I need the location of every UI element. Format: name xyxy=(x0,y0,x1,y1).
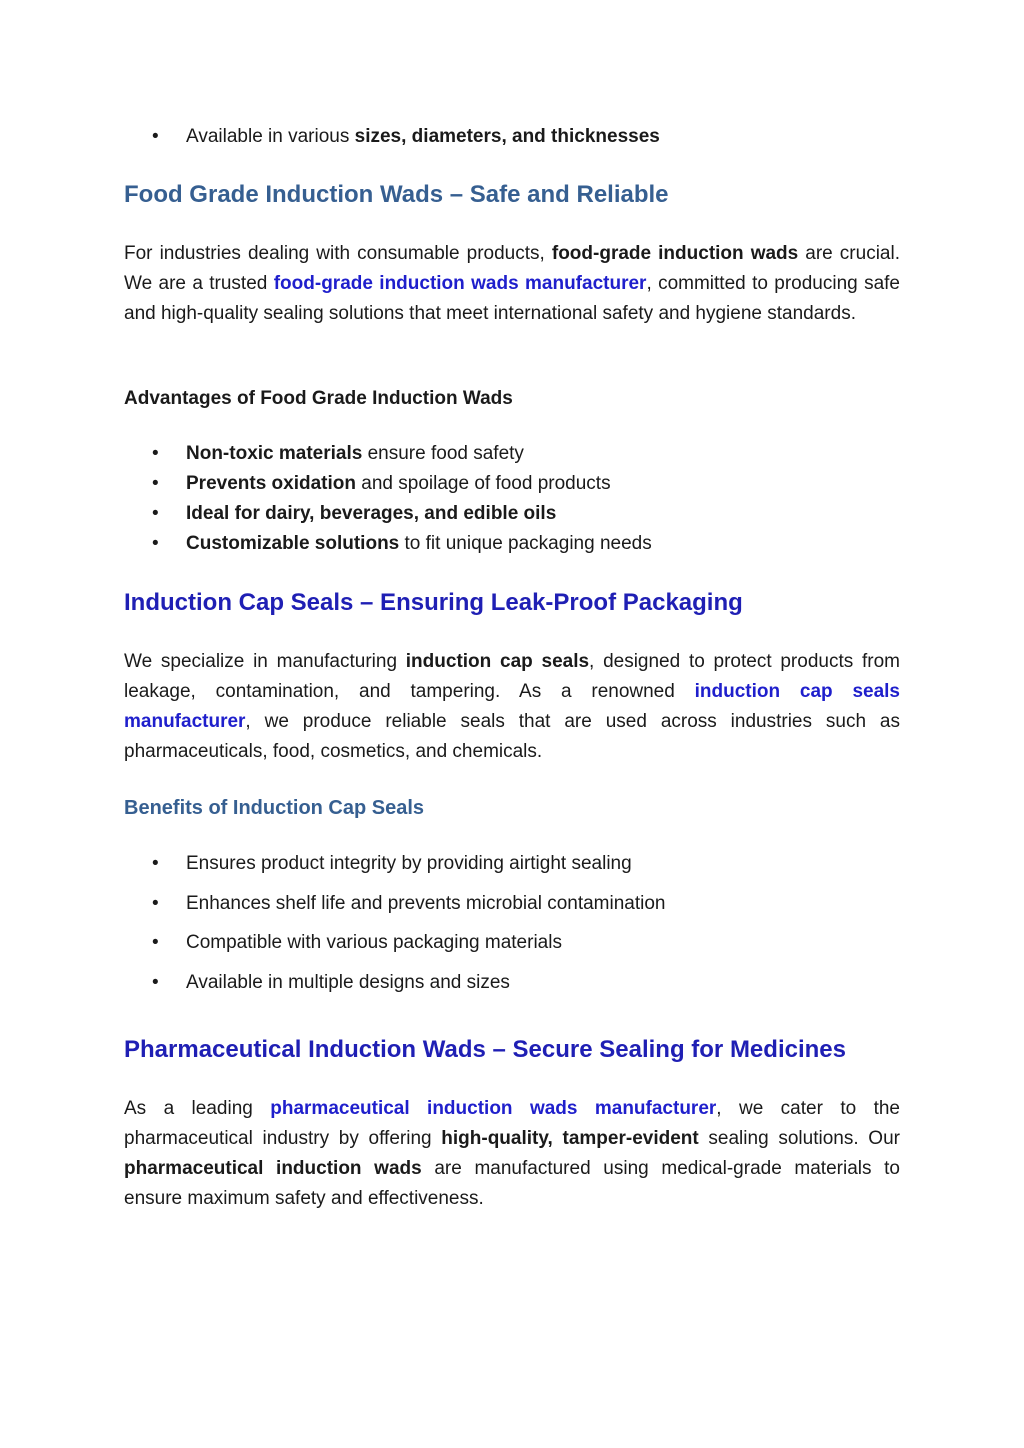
cap-seals-heading-block xyxy=(124,588,900,618)
list-item: • Available in multiple designs and sizes xyxy=(124,968,900,998)
food-grade-manufacturer-link[interactable]: food-grade induction wads manufacturer xyxy=(273,273,647,294)
pharma-heading-block xyxy=(124,1035,900,1065)
food-grade-advantages-list xyxy=(124,439,900,559)
cap-seals-subheading: Benefits of Induction Cap Seals xyxy=(124,797,425,819)
list-item: • Non-toxic materials ensure food safety xyxy=(124,439,900,469)
cap-seals-subheading-block xyxy=(124,793,900,823)
cap-seals-manufacturer-link[interactable]: induction cap seals manufacturer xyxy=(124,681,900,732)
pharma-paragraph-text: As a leading pharmaceutical induction wads manufacturer, we cater to the pharmaceutical industry by offering high-quality, tamper-evident sealing solutions. Our pharmaceutical induction wads are manufactured using medical-grade materials to ensure maximum safety and effectiveness. xyxy=(124,1098,900,1209)
list-item: • Available in various sizes, diameters, and thicknesses xyxy=(124,122,900,152)
list-item: • Ensures product integrity by providing airtight sealing xyxy=(124,849,900,879)
cap-seals-benefits-list xyxy=(124,849,900,1007)
food-grade-paragraph xyxy=(124,239,900,329)
cap-seals-paragraph xyxy=(124,647,900,767)
cap-seals-paragraph-text: We specialize in manufacturing induction cap seals, designed to protect products from leakage, contamination, and tampering. As a renowned induction cap seals manufacturer, we produce reliable seals that are used across industries such as pharmaceuticals, food, cosmetics, and chemicals. xyxy=(124,651,900,762)
pharma-manufacturer-link[interactable]: pharmaceutical induction wads manufacturer xyxy=(270,1098,717,1119)
list-item: • Customizable solutions to fit unique packaging needs xyxy=(124,529,900,559)
list-item: • Compatible with various packaging materials xyxy=(124,928,900,958)
pharma-heading: Pharmaceutical Induction Wads – Secure Sealing for Medicines xyxy=(124,1036,846,1063)
list-item: • Prevents oxidation and spoilage of food products xyxy=(124,469,900,499)
list-item: • Ideal for dairy, beverages, and edible oils xyxy=(124,499,900,529)
food-grade-heading: Food Grade Induction Wads – Safe and Reliable xyxy=(124,181,669,208)
food-grade-subheading: Advantages of Food Grade Induction Wads xyxy=(124,388,513,409)
food-grade-paragraph-text: For industries dealing with consumable products, food-grade induction wads are crucial. We are a trusted food-grade induction wads manufacturer, committed to producing safe and high-quality sealing solutions that meet international safety and hygiene standards. xyxy=(124,243,900,324)
pharma-paragraph xyxy=(124,1094,900,1214)
food-grade-subheading-block xyxy=(124,384,900,414)
cap-seals-heading: Induction Cap Seals – Ensuring Leak-Proof Packaging xyxy=(124,589,743,616)
top-bullet-list xyxy=(124,122,900,152)
list-item: • Enhances shelf life and prevents microbial contamination xyxy=(124,889,900,919)
food-grade-heading-block xyxy=(124,180,900,210)
